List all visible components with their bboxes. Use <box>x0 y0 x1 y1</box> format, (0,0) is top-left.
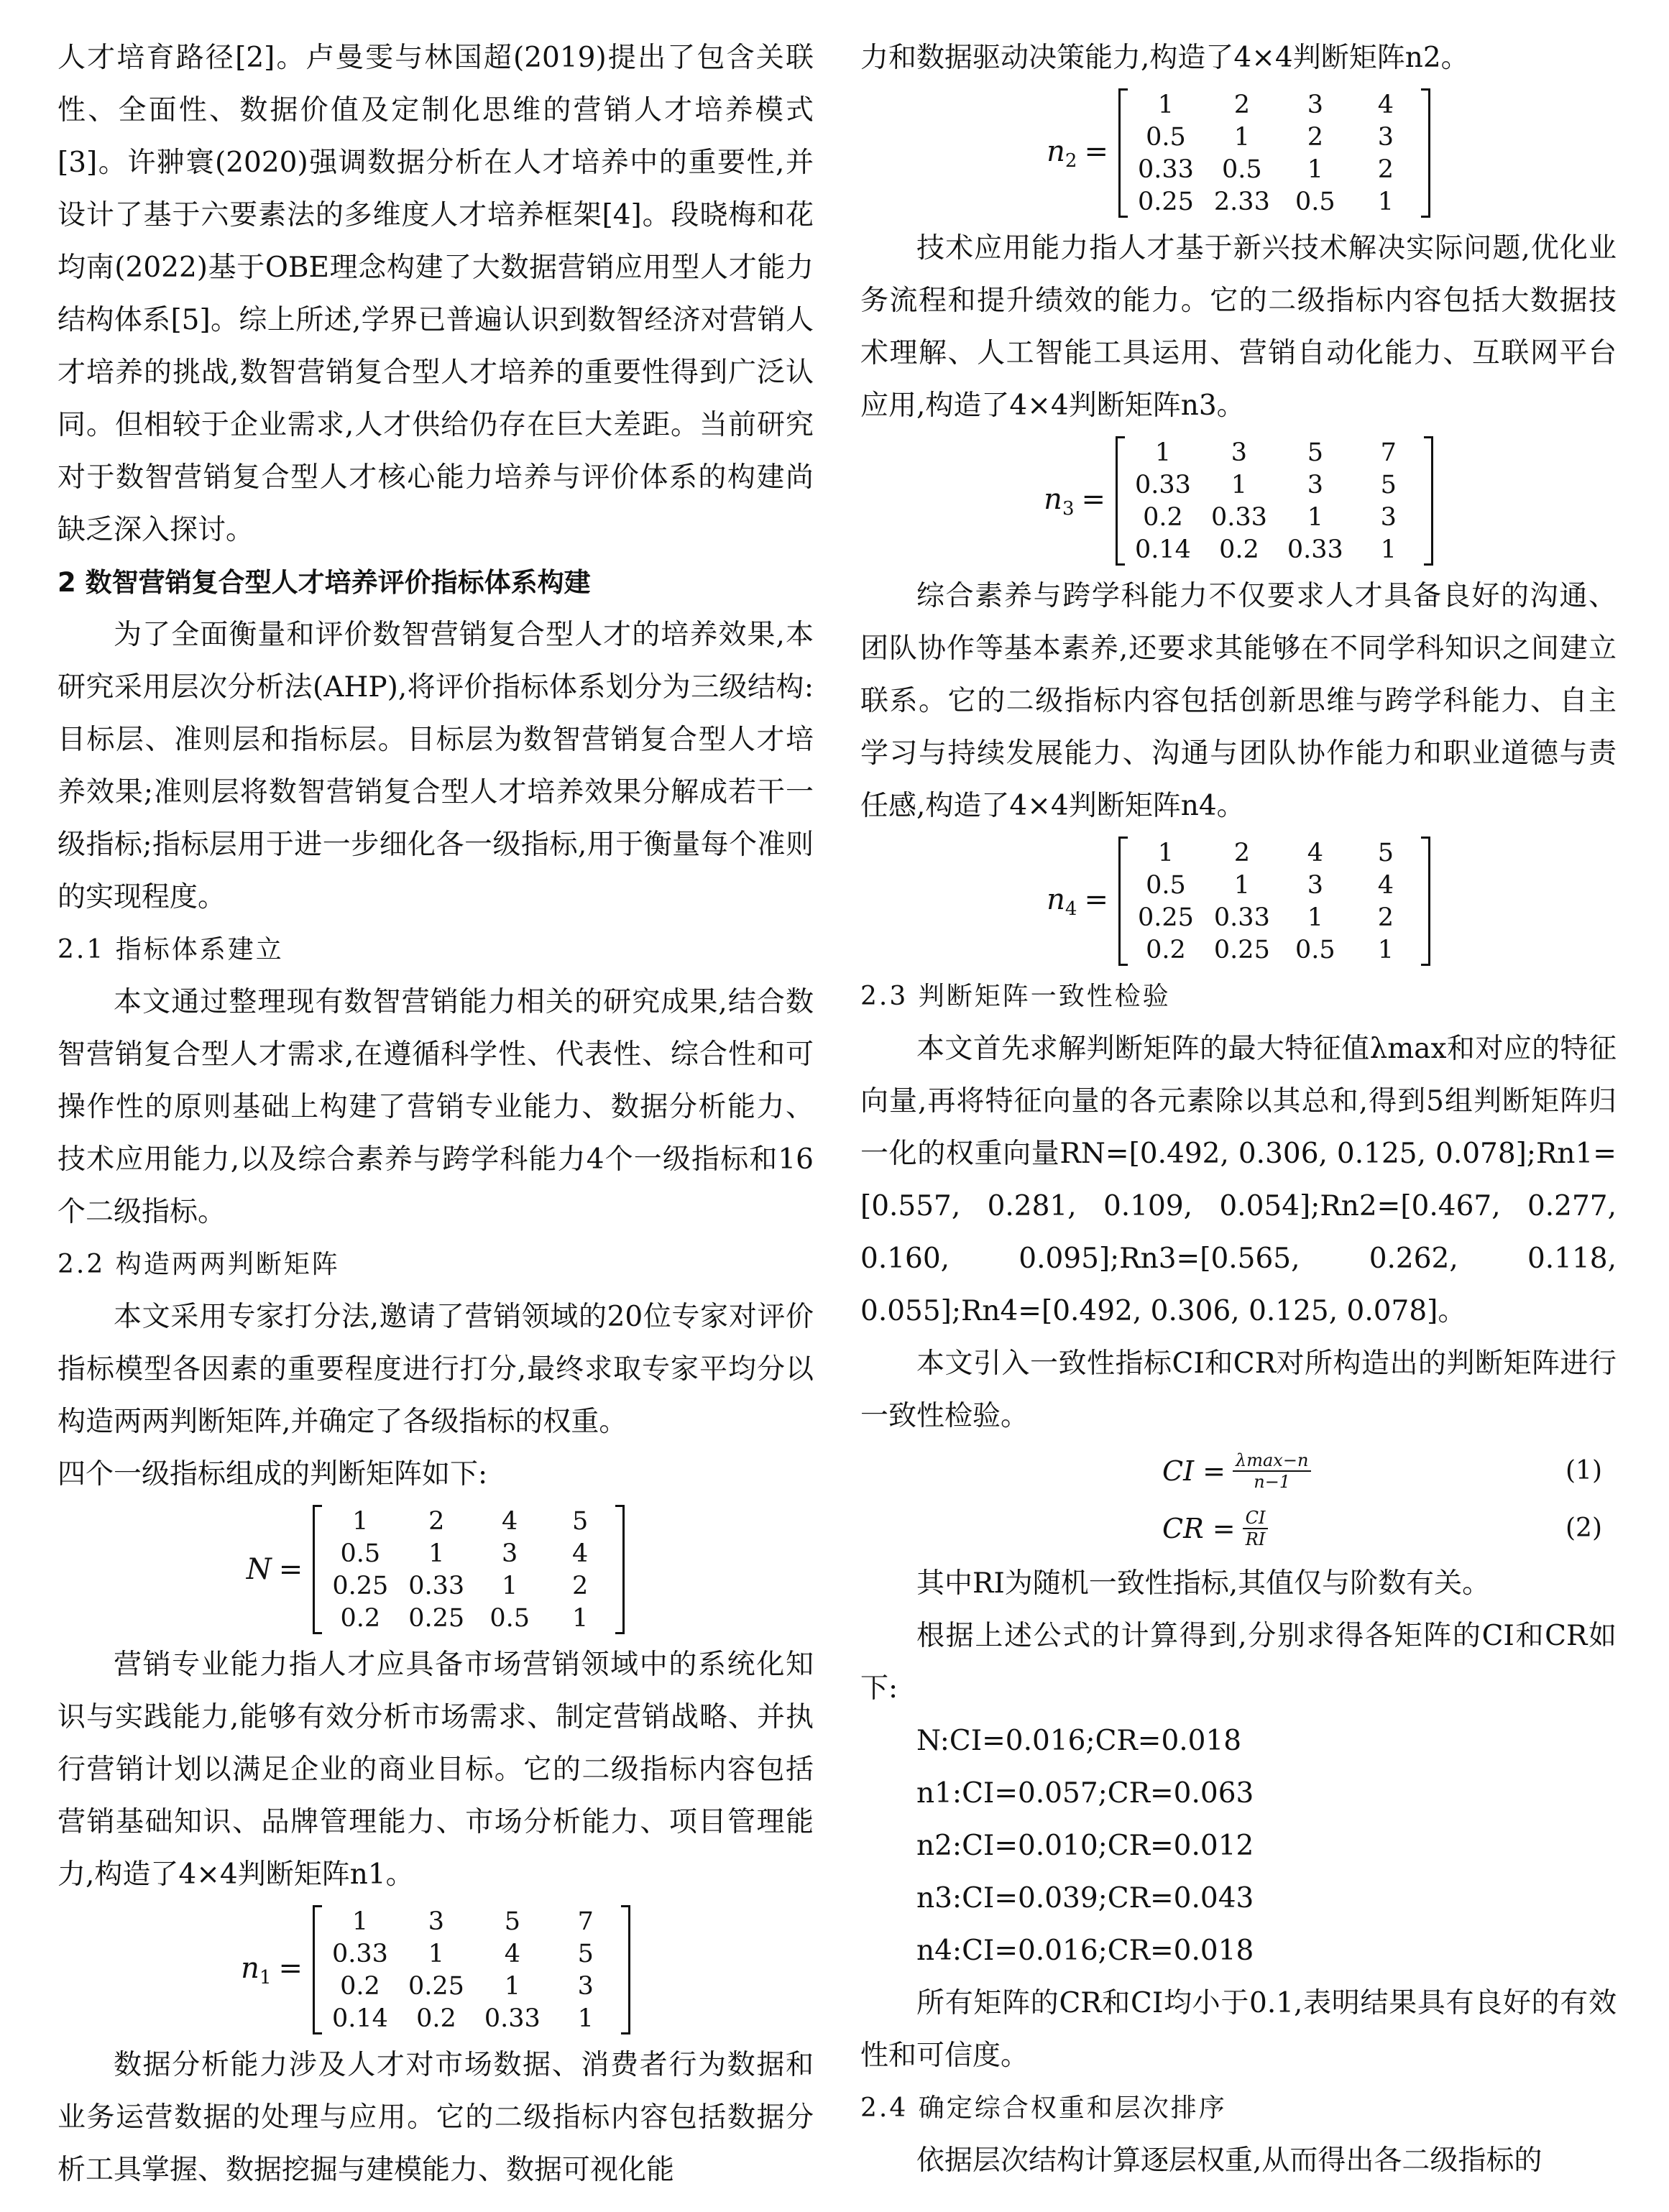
paragraph: 人才培育路径[2]。卢曼雯与林国超(2019)提出了包含关联性、全面性、数据价值及定制化思维的营销人才培养模式[3]。许翀寰(2020)强调数据分析在人才培养中的重要性,并设计了基于六要素法的多维度人才培养框架[4]。段晓梅和花均南(2022)基于OBE理念构建了大数据营销应用型人才能力结构体系[5]。综上所述,学界已普遍认识到数智经济对营销人才培养的挑战,数智营销复合型人才培养的重要性得到广泛认同。但相较于企业需求,人才供给仍存在巨大差距。当前研究对于数智营销复合型人才核心能力培养与评价体系的构建尚缺乏深入探讨。 <box>58 42 814 546</box>
subsection-heading: 2.4 确定综合权重和层次排序 <box>860 2093 1227 2123</box>
matrix-row <box>322 1970 621 2002</box>
matrix-body <box>1118 837 1430 966</box>
matrix-row <box>322 2002 621 2034</box>
matrix-cell: 5 <box>504 1907 520 1936</box>
matrix-row <box>1125 469 1424 501</box>
matrix-cell: 1 <box>504 1971 520 2001</box>
matrix-cell: 2 <box>1233 90 1251 119</box>
matrix-cell: 0.33 <box>484 2004 541 2033</box>
matrix-cell: 1 <box>1231 470 1248 499</box>
matrix-row <box>1128 934 1421 966</box>
right-column <box>860 32 1617 2187</box>
matrix-cell: 4 <box>504 1939 520 1968</box>
paragraph: 为了全面衡量和评价数智营销复合型人才的培养效果,本研究采用层次分析法(AHP),将评价指标体系划分为三级结构:目标层、准则层和指标层。目标层为数智营销复合型人才培养效果;准则层将数智营销复合型人才培养效果分解成若干一级指标;指标层用于进一步细化各一级指标,用于衡量每个准则的实现程度。 <box>58 619 814 913</box>
matrix-cell: 0.25 <box>1213 935 1270 964</box>
matrix-cell: 0.25 <box>332 1571 389 1600</box>
paragraph: 根据上述公式的计算得到,分别求得各矩阵的CI和CR如下: <box>860 1620 1617 1705</box>
matrix-row <box>1128 153 1421 185</box>
matrix-row <box>1128 869 1421 901</box>
matrix-row <box>322 1602 615 1634</box>
paragraph: 本文引入一致性指标CI和CR对所构造出的判断矩阵进行一致性检验。 <box>860 1347 1617 1432</box>
left-column <box>58 32 814 2196</box>
matrix-cell: 7 <box>577 1907 594 1936</box>
matrix-cell: 0.5 <box>489 1603 530 1633</box>
matrix-row <box>1125 436 1424 469</box>
matrix-cell: 5 <box>572 1506 589 1536</box>
matrix-cell: 4 <box>572 1539 589 1568</box>
matrix-n3 <box>860 435 1617 567</box>
equation-number: (1) <box>1565 1456 1602 1485</box>
matrix-cell: 1 <box>1307 155 1323 184</box>
matrix-cell: 2 <box>1307 122 1323 152</box>
matrix-cell: 3 <box>1380 502 1397 532</box>
matrix-row <box>1128 901 1421 934</box>
matrix-cell: 1 <box>1377 187 1394 216</box>
matrix-body <box>313 1905 630 2034</box>
matrix-cell: 3 <box>1307 90 1323 119</box>
matrix-cell: 4 <box>502 1506 518 1536</box>
matrix-body <box>313 1505 625 1634</box>
matrix-cell: 5 <box>577 1939 594 1968</box>
matrix-cell: 0.5 <box>1295 935 1335 964</box>
matrix-label: $n_1$ = <box>241 1951 303 1989</box>
subsection-heading: 2.1 指标体系建立 <box>58 935 284 964</box>
paragraph: 综合素养与跨学科能力不仅要求人才具备良好的沟通、团队协作等基本素养,还要求其能够在不同学科知识之间建立联系。它的二级指标内容包括创新思维与跨学科能力、自主学习与持续发展能力、沟通与团队协作能力和职业道德与责任感,构造了4×4判断矩阵n4。 <box>860 580 1617 822</box>
matrix-row <box>322 1505 615 1537</box>
matrix-cell: 2 <box>572 1571 589 1600</box>
matrix-cell: 0.2 <box>1219 535 1259 564</box>
matrix-cell: 0.33 <box>408 1571 465 1600</box>
matrix-cell: 1 <box>1233 870 1251 900</box>
matrix-cell: 2.33 <box>1213 187 1270 216</box>
matrix-cell: 0.33 <box>1210 502 1267 532</box>
matrix-cell: 5 <box>1307 438 1323 467</box>
matrix-cell: 2 <box>1233 838 1251 867</box>
formula-ci <box>860 1442 1617 1500</box>
matrix-row <box>1125 533 1424 566</box>
matrix-cell: 0.25 <box>408 1603 465 1633</box>
matrix-cell: 1 <box>1380 535 1397 564</box>
matrix-cell: 3 <box>1231 438 1248 467</box>
matrix-cell: 2 <box>428 1506 445 1536</box>
matrix-cell: 1 <box>351 1907 369 1936</box>
matrix-cell: 0.2 <box>340 1971 380 2001</box>
matrix-cell: 4 <box>1377 870 1394 900</box>
matrix-cell: 0.2 <box>1143 502 1183 532</box>
paragraph: 技术应用能力指人才基于新兴技术解决实际问题,优化业务流程和提升绩效的能力。它的二级指标内容包括大数据技术理解、人工智能工具运用、营销自动化能力、互联网平台应用,构造了4×4判断矩阵n3。 <box>860 232 1617 422</box>
matrix-cell: 1 <box>572 1603 589 1633</box>
paragraph: 数据分析能力涉及人才对市场数据、消费者行为数据和业务运营数据的处理与应用。它的二级指标内容包括数据分析工具掌握、数据挖掘与建模能力、数据可视化能 <box>58 2049 814 2186</box>
matrix-label: N = <box>246 1553 303 1586</box>
matrix-cell: 0.2 <box>1146 935 1186 964</box>
matrix-body <box>1118 88 1430 218</box>
matrix-cell: 0.25 <box>408 1971 464 2001</box>
paragraph: 营销专业能力指人才应具备市场营销领域中的系统化知识与实践能力,能够有效分析市场需求、制定营销战略、并执行营销计划以满足企业的商业目标。它的二级指标内容包括营销基础知识、品牌管理能力、市场分析能力、项目管理能力,构造了4×4判断矩阵n1。 <box>58 1649 814 1891</box>
matrix-row <box>1128 837 1421 869</box>
matrix-row <box>322 1537 615 1570</box>
matrix-N <box>58 1503 814 1636</box>
matrix-cell: 0.5 <box>1295 187 1335 216</box>
matrix-n2 <box>860 87 1617 219</box>
matrix-cell: 5 <box>1380 470 1397 499</box>
formula-numerator: λmax−n <box>1233 1450 1311 1472</box>
matrix-cell: 2 <box>1377 155 1394 184</box>
matrix-body <box>1116 436 1433 566</box>
formula-lhs: CI = <box>1162 1455 1226 1487</box>
matrix-cell: 0.33 <box>1287 535 1343 564</box>
matrix-cell: 1 <box>1233 122 1251 152</box>
matrix-cell: 1 <box>1377 935 1394 964</box>
matrix-cell: 1 <box>1157 838 1174 867</box>
consistency-result: n1:CI=0.057;CR=0.063 <box>916 1777 1254 1810</box>
subsection-heading: 2.3 判断矩阵一致性检验 <box>860 982 1171 1011</box>
matrix-n1 <box>58 1904 814 2036</box>
paragraph: 本文首先求解判断矩阵的最大特征值λmax和对应的特征向量,再将特征向量的各元素除以其总和,得到5组判断矩阵归一化的权重向量RN=[0.492, 0.306, 0.125, 0.078];Rn1=[0.557, 0.281, 0.109, 0.054];Rn2=[0.467, 0.277, 0.160, 0.095];Rn3=[0.565, 0.262, 0.118, 0.055];Rn4=[0.492, 0.306, 0.125, 0.078]。 <box>860 1033 1617 1327</box>
matrix-cell: 0.33 <box>1137 155 1194 184</box>
matrix-cell: 3 <box>1307 470 1323 499</box>
matrix-row <box>1125 501 1424 533</box>
paragraph: 所有矩阵的CR和CI均小于0.1,表明结果具有良好的有效性和可信度。 <box>860 1987 1617 2072</box>
matrix-cell: 0.33 <box>1213 903 1270 932</box>
formula-lhs: CR = <box>1162 1513 1236 1544</box>
consistency-result: N:CI=0.016;CR=0.018 <box>916 1725 1242 1757</box>
matrix-cell: 0.5 <box>1146 122 1186 152</box>
matrix-cell: 0.2 <box>340 1603 381 1633</box>
matrix-row <box>322 1937 621 1970</box>
matrix-cell: 0.25 <box>1137 903 1194 932</box>
paragraph: 本文通过整理现有数智营销能力相关的研究成果,结合数智营销复合型人才需求,在遵循科学性、代表性、综合性和可操作性的原则基础上构建了营销专业能力、数据分析能力、技术应用能力,以及综合素养与跨学科能力4个一级指标和16个二级指标。 <box>58 986 814 1228</box>
formula-denominator: RI <box>1245 1529 1266 1549</box>
matrix-cell: 3 <box>577 1971 594 2001</box>
matrix-cell: 0.5 <box>1146 870 1186 900</box>
matrix-cell: 1 <box>502 1571 518 1600</box>
formula-numerator: CI <box>1243 1508 1269 1529</box>
formula-cr <box>860 1500 1617 1557</box>
paragraph: 四个一级指标组成的判断矩阵如下: <box>58 1458 488 1490</box>
matrix-row <box>322 1905 621 1937</box>
matrix-cell: 1 <box>1154 438 1172 467</box>
matrix-cell: 3 <box>428 1907 445 1936</box>
matrix-cell: 0.2 <box>416 2004 456 2033</box>
matrix-cell: 4 <box>1377 90 1394 119</box>
paragraph: 本文采用专家打分法,邀请了营销领域的20位专家对评价指标模型各因素的重要程度进行打分,最终求取专家平均分以构造两两判断矩阵,并确定了各级指标的权重。 <box>58 1301 814 1438</box>
matrix-cell: 1 <box>428 1539 445 1568</box>
paragraph: 力和数据驱动决策能力,构造了4×4判断矩阵n2。 <box>860 42 1469 74</box>
matrix-cell: 1 <box>352 1506 369 1536</box>
matrix-cell: 1 <box>1307 502 1323 532</box>
paragraph: 其中RI为随机一致性指标,其值仅与阶数有关。 <box>916 1567 1491 1600</box>
matrix-cell: 1 <box>1157 90 1174 119</box>
matrix-label: $n_2$ = <box>1047 134 1108 172</box>
consistency-result: n2:CI=0.010;CR=0.012 <box>916 1830 1254 1862</box>
formula-denominator: n−1 <box>1254 1472 1291 1492</box>
matrix-cell: 0.33 <box>332 1939 388 1968</box>
consistency-result: n3:CI=0.039;CR=0.043 <box>916 1882 1254 1914</box>
matrix-cell: 0.14 <box>1135 535 1191 564</box>
subsection-heading: 2.2 构造两两判断矩阵 <box>58 1250 340 1279</box>
matrix-cell: 5 <box>1377 838 1394 867</box>
matrix-cell: 1 <box>1307 903 1323 932</box>
paragraph: 依据层次结构计算逐层权重,从而得出各二级指标的 <box>916 2144 1542 2177</box>
equation-number: (2) <box>1565 1513 1602 1543</box>
matrix-label: $n_3$ = <box>1044 482 1105 520</box>
matrix-cell: 0.5 <box>340 1539 381 1568</box>
matrix-n4 <box>860 835 1617 967</box>
matrix-cell: 0.5 <box>1222 155 1262 184</box>
matrix-cell: 0.14 <box>332 2004 388 2033</box>
matrix-cell: 2 <box>1377 903 1394 932</box>
matrix-cell: 3 <box>1307 870 1323 900</box>
matrix-cell: 7 <box>1380 438 1397 467</box>
matrix-cell: 1 <box>428 1939 445 1968</box>
matrix-row <box>1128 88 1421 121</box>
matrix-label: $n_4$ = <box>1047 883 1108 920</box>
matrix-cell: 3 <box>1377 122 1394 152</box>
consistency-result: n4:CI=0.016;CR=0.018 <box>916 1935 1254 1967</box>
matrix-row <box>1128 185 1421 218</box>
section-heading: 2 数智营销复合型人才培养评价指标体系构建 <box>58 567 591 598</box>
matrix-cell: 4 <box>1307 838 1323 867</box>
matrix-cell: 1 <box>577 2004 594 2033</box>
matrix-cell: 3 <box>502 1539 518 1568</box>
matrix-row <box>322 1570 615 1602</box>
matrix-cell: 0.33 <box>1135 470 1191 499</box>
matrix-cell: 0.25 <box>1137 187 1194 216</box>
matrix-row <box>1128 121 1421 153</box>
